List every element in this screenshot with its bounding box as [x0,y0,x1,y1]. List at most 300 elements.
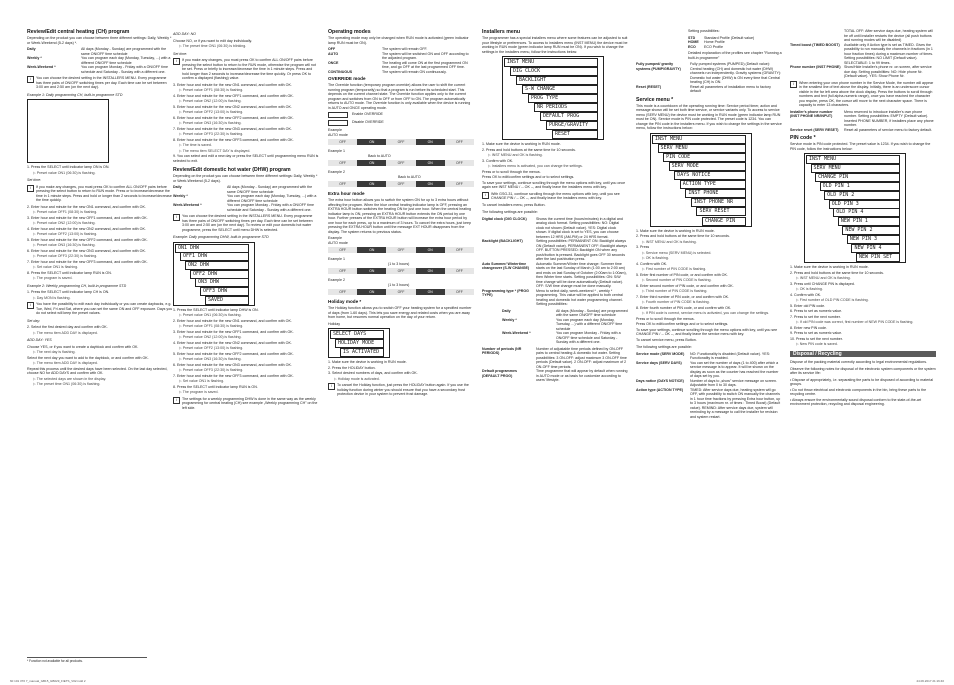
step-result: ▷ Preset value OFF1 (08:30) is flashing. [33,210,98,214]
auto-mode-label: AUTO mode [328,240,348,245]
step-item: 2. Press and hold buttons at the same time for 10 seconds. [636,234,730,238]
table-value: You can set the number of days (1 to 400) after which a service message is to appear. It will be shown on the display as soon as the counter has reached the number of days set by you. [690,360,779,378]
table-value: You can program Monday - Friday with a ON/OFF time schedule and Saturday - Sunday with a different one. [556,331,621,344]
holiday-title: Holiday mode * [328,299,362,304]
lcd-screen-item: NEW PIN 1 [838,217,900,226]
override-disable: Disable OVERRIDE [328,120,474,126]
table-key: Service days (SERV DAYS) [636,360,682,365]
note-box: i To cancel the Holiday function, just press the HOLIDAY button again. If you use the holiday function during winter you should ensure that you have a secondary frost protection device in your system to prevent frost damage. [328,383,474,397]
table-value: The heating will come ON at the first programmed ON time, and go OFF at the last programmed OFF time. [382,60,468,69]
table-key: ECO [688,44,696,49]
steps-list [27,345,173,387]
table-key: Number of periods (NR PERIODS) [482,346,522,355]
set-time-label: Set time: [173,51,188,56]
table-key: Daily [27,47,36,51]
step-result: ▷ If PIN code is correct, service menu is activated, you can change the settings. [642,311,770,315]
steps-list [173,83,319,164]
table-value: Number of days to „show" service message on screen. Adjustable from 0 to 30 days. [690,378,777,387]
timeline-segment: OFF [386,139,415,145]
timeline-bar [328,139,474,145]
step-result: ▷ The time is saved. [179,143,212,147]
timeline-segment: OFF [445,139,474,145]
timeline-segment: OFF [386,160,415,166]
step-result: ▷ New PIN code is saved. [796,342,838,346]
timeline-bar [328,181,474,187]
step-result: ▷ Third number of PIN CODE is flashing. [642,289,708,293]
steps-list [482,203,628,208]
note-box: i If you make any changes, you must press OK to confirm ALL ON/OFF pairs before pressing the select button to return to RUN mode. Press or to increase/decrease the time in 1 minute steps. Press and hold or longer than 2 seconds to increase/decrease the time quickly. [27,185,173,203]
table-value: You can program each day (Monday, Tuesday, ...) with a different ON/OFF time schedule [556,317,623,331]
step-item: Press or to scroll through the menus. [636,316,695,321]
lcd-screen-item: IS ACTIVATED [340,348,384,357]
default-programs-table [636,36,782,50]
table-value: Menu reserved to introduce installer's own phone number. Setting possibilities: EMPTY (Default value). Inserted PHONE NUMBER, if installers place any phone number. [844,109,934,127]
step-item: 7. Enter third number of PIN code, or and confirm with OK. [636,294,730,299]
table-key: Auto Summer/ Wintertime changeover (S-W CHANGE) [482,261,530,270]
override-enable: Enable OVERRIDE [328,112,474,118]
info-icon: i [27,185,34,192]
step-item: 4. Confirm with OK. [790,292,822,297]
step-item: 2. Select the first desired day and confirm with OK. [27,325,108,329]
step-item: To cancel installers menu, press Button. [482,202,546,207]
step-result: ▷ Preset value ON2 (12:00) is flashing. [33,221,96,225]
table-value: You can program Monday - Friday with a ON/OFF time schedule and Saturday - Sunday with a different one. [227,203,314,212]
step-item: 7. Enter hour and minute for the new ON3 command, and confirm with OK. [173,126,292,131]
steps-list [482,170,628,190]
step-result: ▷ The menu item ADD DAY is displayed. [33,330,98,335]
lcd-screen-item: BACKLIGHT [516,76,598,85]
step-result: ▷ Preset value OFF1 (08:30) is flashing. [179,324,244,328]
step-item: 7. Enter hour and minute for the new OFF3 command, and confirm with OK. [173,373,294,378]
table-value: TOTAL OFF: After service days due, heating system will be off until installer restarts the device (all push buttons and running modes will be disabled) [844,29,933,42]
footer-right: 24.06.2017 21:16:40 [916,678,944,683]
button-icon [328,120,348,126]
table-key: Weekly * [27,56,42,60]
step-item: 4. Enter hour and minute for the new ON2 command, and confirm with OK. [27,226,146,231]
step-item: Press OK to edit/confirm settings and or to select settings. [636,322,729,326]
operating-modes-table [328,47,474,74]
step-result: ▷ If old PIN code was correct, first number of NEW PIN CODE is flashing. [796,320,914,324]
example-label: Example 1 [328,257,345,261]
timeline-segment: OFF [445,289,474,295]
auto-mode-label: AUTO mode [328,132,348,137]
steps-list [173,308,319,395]
footer-left: 60 101 370 7_manual_GB15_GB029_FIETS_V02.indd 2 [10,678,86,683]
dhw-program-intro: Depending on the product you can choose between three different settings: Daily, Weekly * or Week-Weekend (5-2 days). [173,174,318,183]
timeline-segment: OFF [445,247,474,253]
lcd-screen-item: OFF1 DHW [180,252,249,261]
table-value: Number of adjustable time periods defined by ON-OFF pairs to central heating & domestic hot water. Setting possibilities: 3 ON-OFF: adjust maximum 3 ON-OFF time periods (Default value). 2 ON-OFF: adjust maximum of 2 ON-OFF time periods. [536,346,627,369]
step-item: 1. Press the SELECT until indicator lamp ON is ON. [27,165,110,169]
step-item: 5. Enter hour and minute for the new OFF2 command, and confirm with OK. [27,237,148,242]
defaults-note: Detailed explanation of the profiles see chapter "Running a built-in programme" [688,51,782,60]
settings-table [482,347,628,383]
step-result: ▷ Preset value OFF3 (22:30) is flashing. [33,254,98,258]
table-key: Service mode (SERV MODE) [636,351,685,356]
column-2 [173,29,319,412]
table-value: All days (Monday - Sunday) are programmed with the same ON/OFF time schedule [81,47,167,56]
step-result: ▷ INST MENU and OK is flashing. [488,153,543,157]
step-result: ▷ Preset value OFF2 (13:00) is flashing. [179,346,244,350]
setting-intro: Setting possibilities: [688,29,720,33]
service-menu-title: Service menu * [636,96,674,103]
table-key: Service reset (SERV RESET) [790,127,839,132]
table-key: HOME [688,40,699,44]
step-item: Choose YES, or if you want to create a dayblock and confirm with OK. [27,344,139,349]
table-value: Show/Hide Installer's phone nr. on screen, after service due day. Setting possibilities: NO: Hide phone Nr. (Default value). YES: Show Phone Nr. [844,65,932,78]
table-key: Reset (RESET) [636,84,662,89]
table-key: STD [688,35,696,40]
lcd-screen-item: SERV MENU [811,164,900,173]
step-item: Select the next day you want to add to the dayblock, or and confirm with OK. [27,355,149,360]
step-result: ▷ Preset value OFF2 (13:00) is flashing. [33,232,98,236]
table-value: The system will remain OFF. [382,47,428,51]
set-time-label: Set time: [27,178,42,182]
table-key: Week-Weekend * [502,331,531,335]
table-value: The system will be switched ON and OFF according to the adjusted program. [382,51,469,60]
step-item: 3. Confirm with OK. [482,158,514,163]
timeline-segment: OFF [386,247,415,253]
override-title: OVERRIDE mode [328,76,366,81]
example-label: Example 2 [328,278,345,282]
lcd-screen-item: PURGE/GRAVITY [546,121,598,130]
step-item: 2. Press the HOLIDAY button. [328,365,376,370]
step-result: ▷ Installers menu is activated, you can change the settings. [488,164,583,168]
lcd-menu-diagram [173,242,255,306]
step-result: ▷ Preset value ON3 (16:30) is flashing. [33,243,96,247]
timeline-bar [328,247,474,253]
operating-modes-intro: The operating mode may only be changed when RUN mode is activated (green indicator lamp RUN must be ON). [328,36,469,45]
lcd-screen-item: NEW PIN 3 [847,235,900,244]
step-result: ▷ INST MENU and OK is flashing. [796,276,851,280]
disposal-title: Disposal / Recycling [790,351,936,358]
step-item: 4. Confirm with OK. [636,261,668,266]
step-item: 3. Press until CHANGE PIN is displayed. [790,281,855,286]
lcd-screen-item: OLD PIN 4 [833,208,900,217]
info-icon: i [173,214,180,221]
steps-list [27,290,173,300]
step-item: 1. Make sure the device is working in RUN mode. [482,142,561,146]
table-key: Backlight (BACKLIGHT) [482,239,523,243]
table-value: Setting possibilities: PERMANENT ON: Backlight always ON (Default value). PERMANENT OFF: Backlight always OFF. BUTTON PRESSED: Backlight ON when any push/button is pressed. Backlight goes OFF 30 seconds after the last pushbutton press. [536,239,628,261]
table-key: CONTINUOUS [328,69,353,74]
extra-hour-title: Extra hour mode [328,191,365,196]
lcd-screen-item: SELECT DAYS [330,330,384,339]
table-value: TIMED: After service days due, heating system will go OFF, with possibility to switch ON manually the channels in 1 hour time fractions by pressing Extra hour button, up to 3 hours (maximum nr. of times : Timed Boost) (Default value). REMIND: After service days due, system will reminding by a message to call the installer for revision and system restart. [690,387,781,419]
column-5 [636,29,782,421]
page-footer [10,679,944,684]
step-item: 1. Make sure the device is working in RUN mode. [328,360,407,364]
steps-list [790,265,936,347]
timeline-segment: ON [357,247,386,253]
ch-program-title: Review/Edit central heating (CH) program [27,29,130,35]
lcd-screen-item: OLD PIN 2 [824,191,900,200]
step-item: 2. Press and hold buttons at the same time for 10 seconds. [482,147,576,152]
step-result: ▷ Day MON is flashing. [33,295,71,300]
lcd-screen-item: INST PHONE NR [691,198,746,207]
step-item: Press or to scroll through the menus. [482,169,541,174]
step-result: ▷ The program is saved. [179,390,219,394]
step-result: ▷ First number of OLD PIN CODE is flashing. [796,298,869,302]
timeline-segment: OFF [386,289,415,295]
timeline-bar [328,289,474,295]
holiday-text: The Holiday function allows you to switch OFF your heating system for a specified number of days (from 1-60 days). This lets you save energy and related costs when you are away from home, but resumes normal operation on the day of your return. [328,306,472,319]
step-item: 4. Enter hour and minute for the new OFF1 command, and confirm with OK. [173,93,294,98]
table-key: Digital clock (DIG CLOCK) [482,216,527,221]
program-type-table [27,47,173,74]
table-value: Fully pumped systems (PUMPED) (Default value): Central heating (CH) and domestic hot water (DHW) channels run independently. Gravity systems (GRAVITY): Domestic hot water (DHW) is ON every time that Central heating (CH) is ON. [690,62,782,84]
step-result: ▷ Holiday mode is activated. [334,376,380,381]
steps-list [27,325,173,335]
step-item: Choose NO, or if you want to edit day individually. [173,38,253,43]
timeline-segment: OFF [328,181,357,187]
step-item: 7. Enter hour and minute for the new OFF3 command, and confirm with OK. [27,259,148,264]
lcd-screen-item: PROG TYPE [528,94,598,103]
step-item: To save your settings, continue scrolling through the menu options with key, until you see CHANGE PIN / -- OK --, and finally leave the service menu with key. [636,327,778,336]
note-box: i When entering your own phone number in the Service Mode, the number will appear in the smallest line of text above the display. Initially, there is an underscore cursor visible in the far left area above the clock display. Press the buttons to scroll through numbers and text (full alpha-numeric range), once you have reached the character you require, press OK, the cursor will move to the next character space. There is capacity to enter 13 characters. [790,81,936,108]
lcd-screen-item: SERV MODE [669,162,746,171]
set-day-label: Set day: [27,318,41,323]
info-icon: i [482,192,489,199]
table-key: Action type (ACTION TYPE) [636,387,684,392]
disposal-intro: Dispose of the packing material correctly according to legal environmental regulations. [790,360,928,364]
step-result: ▷ The program is saved. [33,276,73,280]
lcd-screen-item: NEW PIN 2 [842,226,900,235]
table-value: All days (Monday - Sunday) are programmed with the same ON/OFF time schedule [556,308,628,317]
step-item: 2. Enter hour and minute for the new ON1 command, and confirm with OK. [27,204,146,209]
service-menu-text: This mode is a countdown of the operating running time: Service period timer, action and message shown will be set both time service, or service variants only. To access to service menu (SERV MENU) the device must be working in RUN mode (green indicator lamp RUN must be ON). Service mode is PIN code protected. The preset code is 1234. You can change the PIN code in the installers menu. If you wish to change the settings in the service menu, follow the instructions below: [636,103,782,130]
step-item: 8. Enter fourth number of PIN code, or and confirm with OK. [636,305,732,310]
lcd-menu-diagram [804,153,906,263]
step-result: ▷ The preset time ON1 (06:30) is blinking. [179,44,247,48]
table-key: Week-Weekend * [27,65,56,69]
step-result: ▷ OK is flashing. [642,256,669,260]
step-result: ▷ Second number of PIN CODE is flashing. [642,278,712,282]
disposal-text: Observe the following notes for disposal of the electronic system components or the system after its service life: [790,366,936,375]
table-key [790,29,842,43]
lcd-screen-item: DEFAULT PROG [540,112,598,121]
timeline-segment: OFF [328,139,357,145]
example-caption: Example 1: Daily programming CH, built-in programme STD [27,92,123,97]
add-day-label: ADD DAY: YES [27,338,52,342]
table-key: Fully pumped/ gravity systems (PUMP/GRAVITY) [636,62,681,71]
installers-menu-intro: The programmer has a special installers menu where some features can be adjusted to suit your lifestyle or preferences. To access to installers menu (INST MENU) the device must be working in RUN mode (green indicator lamp RUN must be ON). If you wish to change the settings in the installers menu, follow the instructions below: [482,36,628,54]
lcd-screen-item: SAVED [205,296,249,305]
example-label: Example [328,236,342,240]
timeline-segment: ON [416,247,445,253]
lcd-screen-item: SERV MENU [658,144,746,153]
table-key: ONCE [328,60,339,65]
column-1 [27,29,173,388]
timeline-segment: ON [357,139,386,145]
settings-intro: The following settings are possible: [636,345,692,349]
lcd-screen-item: CHANGE PIN [815,173,900,182]
step-item: 7. Press to set the next number. [790,314,841,319]
example-label: Example 1 [328,149,345,153]
table-value: All days (Monday - Sunday) are programmed with the same ON/OFF time schedule [227,185,313,194]
example-caption: Example 2: Weekly programming CH, built-in programme STD [27,283,127,288]
lcd-screen-item: ON2 DHW [185,261,249,270]
table-key: Timed boost (TIMED BOOST) [790,42,840,47]
step-result: ▷ Preset value ON2 (12:00) is flashing. [179,335,242,339]
timeline-segment: ON [357,289,386,295]
steps-list [27,165,173,175]
lcd-screen-item: RESET [552,130,598,139]
table-value: Shows the current time (hours/minutes) in a digital and analog clock format. Setting possibilities: NO: Digital clock not shown (Default value). YES: Digital clock shown. If digital clock is set to YES, you can choose between 12 HRS (AM-PM) or 24 HRS format. [536,216,623,239]
dhw-program-title: Review/Edit domestic hot water (DHW) program [173,167,291,173]
settings-table [482,217,628,307]
step-result: ▷ Preset value ON3 (16:30) is flashing. [179,357,242,361]
step-result: ▷ Preset value ON3 (16:30) is flashing. [179,121,242,125]
table-value: Time programme that will appear by default when running in AUTO mode or as basis for customize according to users' lifestyle. [536,369,628,382]
timeline-segment: OFF [328,160,357,166]
step-result: ▷ Preset value ON2 (12:00) is flashing. [179,99,242,103]
timeline-segment: ON [416,289,445,295]
step-item: 6. Enter hour and minute for the new ON3 command, and confirm with OK. [27,248,146,253]
step-item: Repeat this process until the desired days have been selected. On the last day selected, choose NO for ADD DAYS and confirm with OK. [27,366,168,375]
step-item: 2. Enter hour and minute for the new ON1 command, and confirm with OK. [173,318,292,323]
step-result: ▷ Set value ON1 is flashing. [179,379,225,383]
timeline-segment: OFF [328,268,357,274]
table-value: Reset all parameters of installation menu to factory default [690,84,771,93]
program-type-table [502,309,628,345]
timeline-segment: ON [416,139,445,145]
timeline-segment: ON [416,181,445,187]
lcd-screen-item: OLD PIN 3 [829,200,900,209]
lcd-screen-item: CHANGE PIN [702,217,746,226]
table-value: Menu to select daily, week-weekend * , weekly * programming. This value will be applied to both central heating and domestic hot water programming channel. Setting possibilities: [536,288,623,306]
table-value: Standard Profile (Default value) [704,35,755,40]
steps-list [173,39,319,49]
steps-list [636,317,782,343]
back-to-auto-label: Back to AUTO [368,153,391,158]
table-key: Phone number (INST PHONE) [790,65,841,69]
holiday-label: Holiday [328,321,340,326]
list-item: • Always ensure the environmentally sound disposal conform to the state-of-the-art environment protection, recycling and disposal engineering. [790,397,922,406]
step-item: 1. Make sure the device is working in RUN mode. [636,228,715,233]
step-item: 4. Enter hour and minute for the new ON2 command, and confirm with OK. [173,340,292,345]
step-item: 3. Enter hour and minute for the new ON1 command, and confirm with OK. [173,82,292,87]
step-item: 3. Select desired numbers of days, and confirm with OK. [328,371,418,375]
settings-intro: The following settings are possible: [482,210,538,214]
table-value: Available only if Action type is set as TIMED. Gives the possibility to run manually the channels in fractions (in 1 hour fraction times) during a maximum number of times. Setting possibilities: NO LIMIT (Default value). SELECTABLE: 1 to 99 times. [844,42,934,65]
lcd-screen-item: PIN CODE [663,153,746,162]
lcd-screen-item: NEW PIN 4 [851,244,900,253]
step-item: 6. Enter hour and minute for the new OFF2 command, and confirm with OK. [173,115,294,120]
step-item: To cancel service menu, press Button. [636,337,697,342]
step-item: 5. Enter hour and minute for the new OFF2 command, and confirm with OK. [173,351,294,356]
step-item: 1. Press the SELECT until indicator lamp DHW is ON. [173,307,259,312]
lcd-screen-item: OFF3 DHW [200,287,249,296]
step-item: 9. You can select and edit a new day or press the SELECT until programming menu RUN is selected to exit. [173,154,319,163]
table-value: ECO Profile [704,44,723,49]
step-item: 8. Press the SELECT until indicator lamp RUN is ON. [27,270,112,275]
note-box: i With GSG-31, continue scrolling through the menu options with key, until you see CHANGE PIN / -- OK --, and finally leave the installers menu with key. [482,192,628,201]
override-text: The Override function (temporary program override) allows the user to shift the current running program (temporarily) so that a program is run before its scheduled start. This depends on the current channel state. The Override function applies only to the current program and switches from ON to OFF or from OFF to ON. The program automatically returns to AUTO mode. The Override function is only available when the device is running in AUTO and ONCE operating mode. [328,83,471,110]
column-3 [328,29,474,399]
table-key: Week-Weekend * [173,203,202,207]
example-caption: Example: Daily programming DHW, built-in programme STD [173,235,269,239]
step-result: ▷ The preset time ON1 (06:30) is flashing. [33,382,101,386]
step-item: To save your settings, continue scrolling through the menu options with key, until you once again see INST MENU / -- OK --, and finally leave the installers menu with key. [482,180,626,189]
note-box: i If you make any changes, you must press OK to confirm ALL ON/OFF pairs before pressing the select button to return to the RUN mode, otherwise the program will not be set. Press or briefly to increase/decrease the time in 1 minute steps. Press and hold longer than 2 seconds to increase/decrease the time quickly. Or press OK to confirm a displayed (flashing) value. [173,58,319,81]
lcd-screen-item: INST MENU [806,155,900,164]
step-result: ▷ Preset value ON1 (06:30) is flashing. [179,313,242,317]
info-icon: i [173,58,180,65]
lcd-screen-item: INST MENU [504,58,598,67]
steps-list [636,229,782,316]
table-key: OFF [328,47,336,51]
step-item: 2. Press and hold buttons at the same time for 10 seconds. [790,270,884,275]
table-value: The system will remain ON continuously. [382,69,447,74]
pin-code-text: Service mode is PIN code protected. The preset value is 1234. If you wish to change the PIN code, follow the instructions below: [790,142,931,151]
step-result: ▷ The selected days are shown in the display. [33,376,107,381]
lcd-screen-item: SERV RESET [696,207,746,216]
hours-label: (1 to 3 hours) [388,282,410,287]
table-value: You can program each day (Monday, Tuesday, ...) with a different ON/OFF time schedule [227,194,317,203]
steps-list [482,142,628,169]
info-icon: i [328,383,335,390]
back-to-auto-label: Back to AUTO [398,174,421,179]
list-item: • Dispose of appropriately, i.e. separating the parts to be disposed of according to material groups. [790,377,934,386]
table-key: Daily [502,308,511,313]
table-value: You can program Monday - Friday with a ON/OFF time schedule and Saturday - Sunday with a different one. [81,65,168,74]
table-key: AUTO [328,51,339,56]
lcd-menu-diagram [502,56,604,140]
step-item: 1. Press the SELECT until indicator lamp CH is ON. [27,290,110,294]
table-key: Weekly * [173,194,188,198]
step-item: 9. Press to set as numeric value. [790,331,843,335]
table-value: Automatic Summer/Winter time change: Summer time starts on the last Sunday of March (1:00 am to 2:00 am) and ends on last Sunday of October (2:00am to 1:00am), then Winter time starts. Setting possibilities: ON: S/W time change will be done automatically (Default value). OFF: S/W time change must be done manually. [536,261,627,288]
timeline-bar [328,160,474,166]
step-result: ▷ Preset value OFF3 (22:30) is flashing. [179,368,244,372]
settings-table [636,62,782,94]
lcd-menu-diagram [328,328,390,358]
button-icon [328,112,348,118]
table-key: Programming type * (PROG TYPE) [482,288,529,297]
pin-code-title: PIN code * [790,135,816,141]
hours-label: (1 to 3 hours) [388,261,410,266]
step-result: ▷ Preset value OFF2 (13:00) is flashing. [179,110,244,114]
step-result: ▷ Preset value OFF1 (08:30) is flashing. [179,88,244,92]
step-result: ▷ The next day is flashing. [33,350,76,354]
timeline-segment: OFF [445,181,474,187]
settings-table [636,352,782,420]
table-value: NO: Functionality is disabled (Default value). YES: Functionality is enabled. [690,351,771,360]
lcd-screen-item: DIG CLOCK [510,67,598,76]
operating-modes-title: Operating modes [328,29,371,35]
lcd-menu-diagram [27,99,109,163]
step-item: 10. Press to set the next number. [790,336,843,341]
info-icon: i [27,76,34,83]
step-item: 6. Enter second number of PIN code, or and confirm with OK. [636,283,734,288]
table-key: Weekly * [502,317,517,322]
timeline-bar [328,268,474,274]
step-item: 3. Press [636,245,650,249]
disposal-list [790,378,936,407]
timeline-segment: ON [357,268,386,274]
settings-table [790,110,936,133]
timeline-segment: OFF [445,268,474,274]
steps-list [328,360,474,381]
step-item: 6. Press to set as numeric value. [790,309,843,313]
step-result: ▷ INST MENU and OK is flashing. [642,239,697,244]
table-key: Days notice (DAYS NOTICE) [636,378,684,383]
timeline-segment: OFF [328,247,357,253]
step-result: ▷ OK is flashing. [796,287,823,291]
step-item: 6. Enter hour and minute for the new ON3 command, and confirm with OK. [173,362,292,367]
timeline-segment: ON [357,160,386,166]
